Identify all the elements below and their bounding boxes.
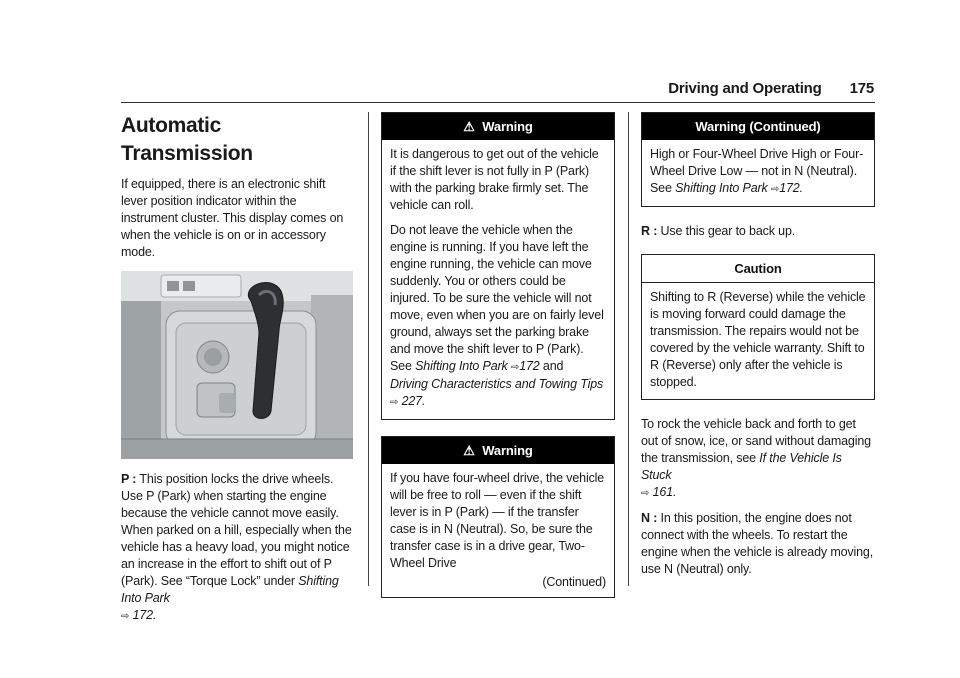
section-title: Driving and Operating [668, 80, 822, 97]
continued-label: (Continued) [542, 575, 606, 589]
arrow-right-icon: ⇨ [510, 362, 520, 373]
arrow-right-icon: ⇨ [121, 611, 130, 622]
warning-continued-box [641, 112, 875, 207]
neutral-key: N : [641, 511, 658, 525]
warning1-ref2-page[interactable]: 227. [401, 394, 426, 408]
arrow-right-icon: ⇨ [641, 488, 650, 499]
warning1-para1: It is dangerous to get out of the vehicle if the shift lever is not fully in P (Park) with the parking brake firmly set. The vehicle can roll. [390, 147, 599, 212]
park-ref-link[interactable]: Shifting Into Park [121, 574, 339, 605]
column-1 [121, 112, 355, 633]
warning-label-2: Warning [482, 443, 533, 458]
park-text: This position locks the drive wheels. Use P (Park) when starting the engine because the vehicle cannot move easily. When parked on a hill, especially when the vehicle has a heavy load, you might notice an increase in the effort to shift out of P (Park). See “Torque Lock” under [121, 472, 352, 588]
warning1-ref1-link[interactable]: Shifting Into Park [415, 359, 508, 373]
warning-header-1 [382, 113, 614, 140]
warning1-ref2-link[interactable]: Driving Characteristics and Towing Tips [390, 377, 604, 391]
rock-ref-page[interactable]: 161. [652, 485, 677, 499]
warning-continued-ref[interactable]: Shifting Into Park [675, 181, 768, 195]
reverse-text: Use this gear to back up. [660, 224, 796, 238]
warning-continued-para [650, 146, 866, 198]
caution-box [641, 254, 875, 400]
warning1-para2 [390, 222, 606, 411]
park-key: P : [121, 472, 137, 486]
arrow-right-icon: ⇨ [770, 184, 780, 195]
caution-header: Caution [642, 255, 874, 283]
warning1-ref1-page[interactable]: 172 [519, 359, 540, 373]
neutral-text: In this position, the engine does not connect with the wheels. To restart the engine when the vehicle is already moving, use N (Neutral) only. [641, 511, 874, 576]
neutral-paragraph [641, 510, 875, 578]
park-paragraph [121, 471, 355, 625]
column-3 [641, 112, 875, 586]
rock-ref-link[interactable]: If the Vehicle Is Stuck [641, 451, 842, 482]
header-rule [121, 102, 875, 103]
warning-continued-text: High or Four-Wheel Drive High or Four-Wheel Drive Low — not in N (Neutral). See [650, 147, 864, 195]
arrow-right-icon: ⇨ [390, 397, 399, 408]
page-title: Automatic Transmission [121, 114, 253, 165]
warning-continued-header: Warning (Continued) [642, 113, 874, 140]
column-2 [381, 112, 615, 614]
warning-triangle-icon: ⚠ [463, 443, 475, 458]
rock-text: To rock the vehicle back and forth to get out of snow, ice, or sand without damaging the transmission, see [641, 417, 871, 465]
warning1-and: and [542, 359, 564, 373]
warning-box-2 [381, 436, 615, 598]
warning-box-1 [381, 112, 615, 420]
running-header [668, 80, 874, 97]
warning-triangle-icon: ⚠ [463, 119, 475, 134]
column-divider-2 [628, 112, 629, 586]
park-ref-page[interactable]: 172. [132, 608, 157, 622]
rock-paragraph [641, 416, 875, 502]
page-number: 175 [849, 80, 874, 97]
reverse-key: R : [641, 224, 658, 238]
shift-lever-photo [121, 271, 353, 459]
warning-continued-page[interactable]: 172. [779, 181, 803, 195]
reverse-paragraph [641, 223, 875, 240]
intro-paragraph: If equipped, there is an electronic shift lever position indicator within the instrument cluster. This display comes on when the vehicle is on or in accessory mode. [121, 177, 344, 259]
caution-text: Shifting to R (Reverse) while the vehicle is moving forward could damage the transmission. The repairs would not be covered by the vehicle warranty. Shift to R (Reverse) only after the vehicle is stopped. [650, 290, 866, 389]
column-divider-1 [368, 112, 369, 586]
warning-header-2 [382, 437, 614, 464]
warning1-para2-text: Do not leave the vehicle when the engine is running. If you have left the engine running, the vehicle can move suddenly. You or others could be injured. To be sure the vehicle will not move, even when you are on fairly level ground, always set the parking brake and move the shift lever to P (Park). See [390, 223, 604, 373]
warning-label-1: Warning [482, 119, 533, 134]
warning2-para: If you have four-wheel drive, the vehicle will be free to roll — even if the shift lever is in P (Park) — if the transfer case is in N (Neutral). So, be sure the transfer case is in a drive gear, Two-Wheel Drive [390, 471, 605, 570]
